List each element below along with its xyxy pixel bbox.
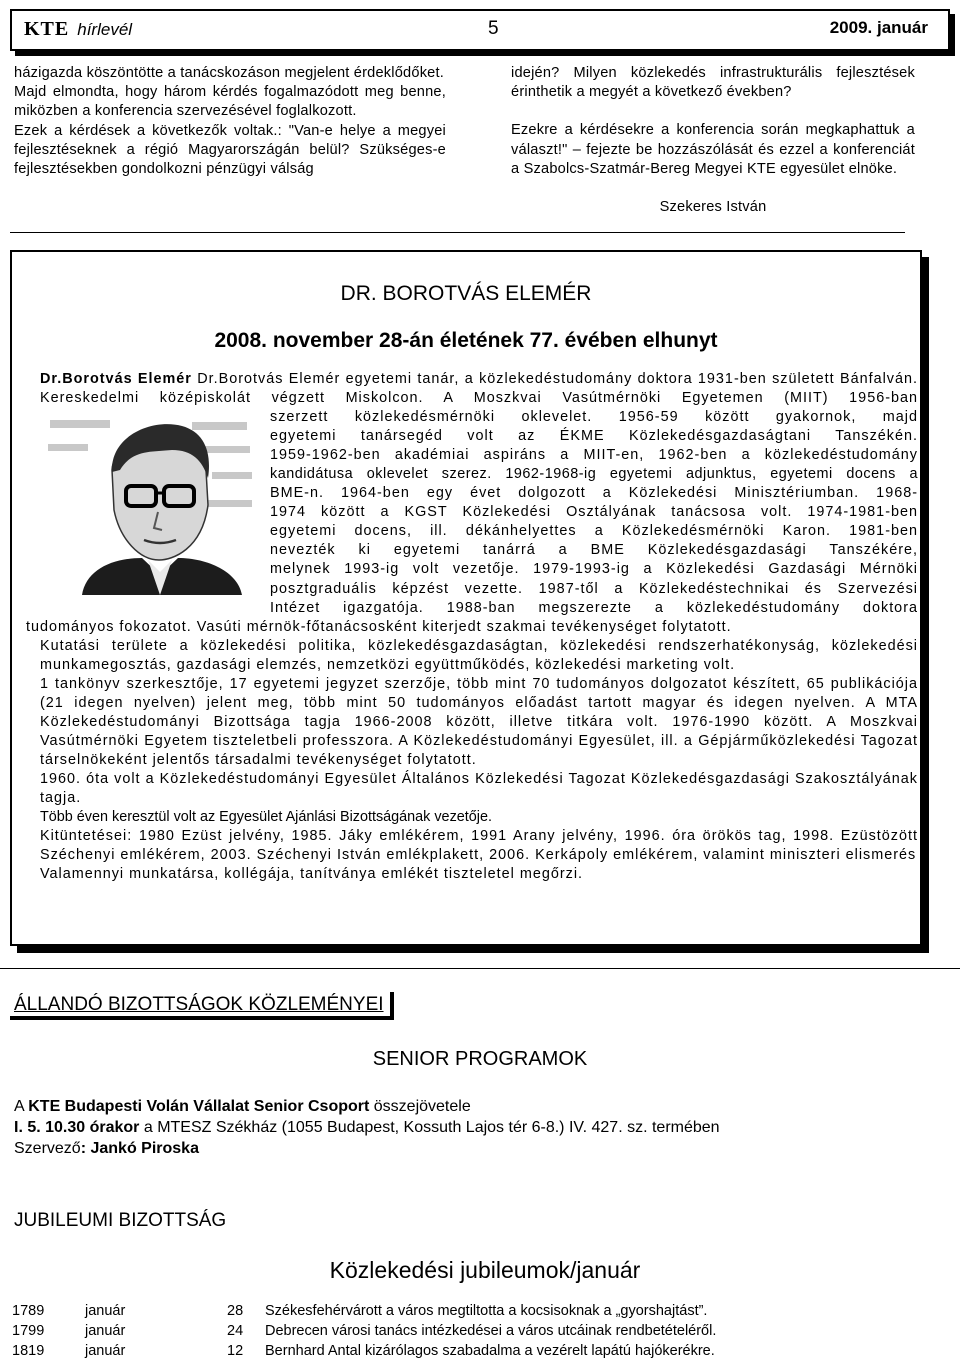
signature: Szekeres István bbox=[659, 199, 767, 216]
event-cell: Debrecen városi tanács intézkedései a város utcáinak rendbetételéről. bbox=[265, 1323, 717, 1339]
info-line: A KTE Budapesti Volán Vállalat Senior Csoport összejövetele bbox=[14, 1098, 471, 1115]
paragraph: Több éven keresztül volt az Egyesület Ajánlási Bizottságának vezetője. bbox=[40, 809, 492, 826]
text-line: szerzett közlekedésmérnöki oklevelet. 1956-59 között gyakornok, majd bbox=[270, 409, 918, 426]
text-line: melynek 1993-ig volt vezetője. 1979-1993-ig a Közlekedési Gazdasági Mérnöki bbox=[270, 561, 918, 578]
day-cell: 24 bbox=[227, 1323, 244, 1339]
wrapped-bio bbox=[40, 408, 918, 618]
text-line: posztgraduális képzést vezette. 1987-től a Közlekedéstechnikai és Szervezési bbox=[270, 580, 918, 597]
senior-info bbox=[14, 1096, 720, 1159]
month-cell: január bbox=[85, 1323, 126, 1339]
text-line: kandidátusa oklevelet szerez. 1962-1968-ig egyetemi adjunktus, egyetemi docens a bbox=[270, 466, 918, 483]
text-line: 1959-1962-ben akadémiai aspiráns a MIIT-en, 1962-ben a közlekedéstudomány bbox=[270, 447, 918, 464]
month-cell: január bbox=[85, 1303, 126, 1319]
year-cell: 1819 bbox=[12, 1343, 45, 1359]
divider bbox=[10, 232, 905, 233]
paragraph: 1 tankönyv szerkesztője, 17 egyetemi jegyzet szerzője, több mint 70 tudományos dolgozatot készített, 65 publikációja (21 idegen nyelven) jelent meg, több mint 50 tudományos előadást tartott magyar és idegen nyelven. A MTA Közlekedéstudományi Bizottsága tagja 1966-2008 között, illetve titkára volt. 1976-1990 között. A Moszkvai Vasútmérnöki Egyetem tiszteletbeli professzora. A Közlekedéstudományi Egyesület, ill. a Gépjárműközlekedési Tagozat társelnökeként jelentős társadalmi tevékenységet folytatott. bbox=[40, 675, 918, 768]
jubileum-table bbox=[12, 1303, 716, 1363]
paragraph: idején? Milyen közlekedés infrastrukturális fejlesztések érinthetik a megyét a következő években? bbox=[511, 65, 915, 101]
paragraph: Valamennyi munkatársa, kollégája, tanítványa emlékét tiszteletel megőrzi. bbox=[40, 866, 584, 883]
jubileum-subtitle: Közlekedési jubileumok/január bbox=[329, 1257, 641, 1283]
info-line: Szervező: Jankó Piroska bbox=[14, 1140, 199, 1157]
text-line: Intézet igazgatója. 1988-ban megszerezte a közlekedéstudomány doktora bbox=[270, 599, 918, 616]
text-line: egyetemi tanársegéd volt az ÉKME Közlekedésgazdaságtani Tanszékén. bbox=[270, 428, 918, 445]
event-cell: Székesfehérvárott a város megtiltotta a kocsisoknak a „gyorshajtást”. bbox=[265, 1303, 708, 1319]
paragraph: Kutatási területe a közlekedési politika, közlekedésgazdaságtan, közlekedési rendszerhatékonyság, közlekedési munkamegosztás, gazdasági elemzés, nemzetközi együttműködés, közlekedési marketing volt. bbox=[40, 637, 918, 673]
section-heading: ÁLLANDÓ BIZOTTSÁGOK KÖZLEMÉNYEI bbox=[10, 992, 394, 1020]
paragraph: Majd elmondta, hogy három kérdés fogalmazódott meg benne, miközben a konferencia szervezésével foglalkozott. bbox=[14, 84, 446, 120]
paragraph: Kitüntetései: 1980 Ezüst jelvény, 1985. Jáky emlékérem, 1991 Arany jelvény, 1996. óra örökös tag, 1998. Ezüstözött Széchenyi emlékérem, 2003. Széchenyi István emlékplakett, 2006. Kerkápoly emlékérem, valamint miniszteri elismerés bbox=[40, 828, 918, 864]
obituary-box bbox=[10, 250, 922, 946]
text-line: BME-n. 1964-ben egy évet dolgozott a Közlekedési Minisztériumban. 1968- bbox=[270, 485, 918, 502]
text-line: nevezték ki egyetemi tanárrá a BME Közlekedésgazdasági Tanszékére, bbox=[270, 542, 918, 559]
right-column bbox=[511, 64, 915, 217]
obituary-date: 2008. november 28-án életének 77. évében elhunyt bbox=[214, 329, 718, 352]
year-cell: 1789 bbox=[12, 1303, 45, 1319]
text-line: egyetemi docens, ill. dékánhelyettes a Közlekedésmérnöki Karon. 1981-ben bbox=[270, 523, 918, 540]
text-line: 1974 között a KGST Közlekedési Osztályának tanácsosa volt. 1974-1981-ben bbox=[270, 504, 918, 521]
table-row bbox=[12, 1303, 716, 1323]
paragraph: Ezek a kérdések a következők voltak.: "Van-e helye a megyei fejlesztéseknek a régió Magyarországán belül? Szükséges-e fejlesztésekben gondolkozni pénzügyi válság bbox=[14, 122, 446, 178]
left-column bbox=[14, 64, 446, 179]
text-line bbox=[40, 370, 918, 389]
obituary-text bbox=[26, 370, 919, 884]
text-line: tudományos fokozatot. Vasúti mérnök-főtanácsosként kiterjedt szakmai tevékenységet folytatott. bbox=[26, 618, 732, 635]
text-line: Kereskedelmi középiskolát végzett Miskolcon. A Moszkvai Vasútmérnöki Egyetemen (MIIT) 1956-ban bbox=[40, 390, 918, 407]
day-cell: 28 bbox=[227, 1303, 244, 1319]
table-row bbox=[12, 1343, 716, 1363]
year-cell: 1799 bbox=[12, 1323, 45, 1339]
page-number: 5 bbox=[488, 18, 499, 39]
brand-title: KTE hírlevél bbox=[24, 18, 133, 40]
paragraph: házigazda köszöntötte a tanácskozáson megjelent érdeklődőket. bbox=[14, 65, 445, 81]
brand-subtitle: hírlevél bbox=[77, 20, 133, 39]
senior-title: SENIOR PROGRAMOK bbox=[372, 1048, 588, 1070]
paragraph: 1960. óta volt a Közlekedéstudományi Egyesület Általános Közlekedési Tagozat Közlekedésgazdasági Szakosztályának tagja. bbox=[40, 770, 918, 807]
divider bbox=[0, 968, 960, 969]
paragraph: Ezekre a kérdésekre a konferencia során megkaphattuk a választ!" – fejezte be hozzászólását és ezzel a konferenciát a Szabolcs-Szatmár-Bereg Megyei KTE egyesület elnöke. bbox=[511, 122, 915, 177]
newsletter-header bbox=[10, 9, 950, 51]
event-cell: Bernhard Antal kizárólagos szabadalma a vezérelt lapátú hajókerékre. bbox=[265, 1343, 715, 1359]
bio-line-rest: Dr.Borotvás Elemér egyetemi tanár, a közlekedéstudomány doktora 1931-ben született Bánfalván. bbox=[197, 371, 919, 387]
table-row bbox=[12, 1323, 716, 1343]
day-cell: 12 bbox=[227, 1343, 244, 1359]
jubileum-title: JUBILEUMI BIZOTTSÁG bbox=[14, 1210, 227, 1231]
obituary-subject-name: Dr.Borotvás Elemér bbox=[40, 371, 192, 387]
month-cell: január bbox=[85, 1343, 126, 1359]
issue-date: 2009. január bbox=[829, 18, 928, 37]
info-line: I. 5. 10.30 órakor a MTESZ Székház (1055 Budapest, Kossuth Lajos tér 6-8.) IV. 427. sz. termében bbox=[14, 1119, 720, 1136]
obituary-name: DR. BOROTVÁS ELEMÉR bbox=[340, 282, 592, 305]
